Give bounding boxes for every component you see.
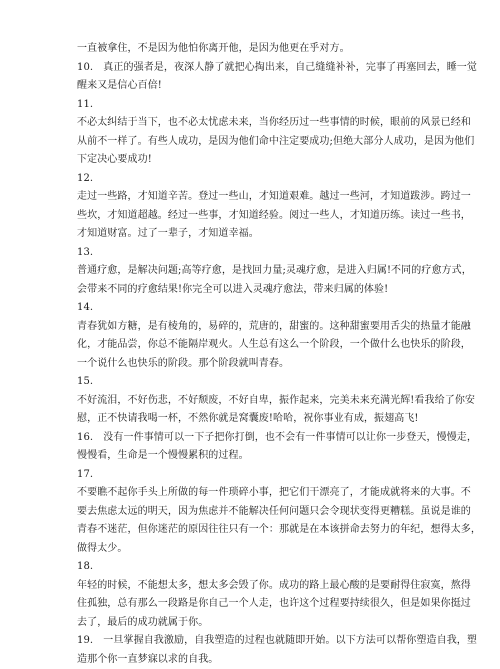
item-number: 17. — [77, 466, 450, 485]
text-line: 造那个你一直梦寐以求的自我。 — [77, 651, 450, 669]
item-number: 14. — [77, 299, 450, 318]
text-line: 青春不迷茫，但你迷茫的原因往往只有一个：那就是在本该拼命去努力的年纪，想得太多， — [77, 521, 450, 540]
item-number: 12. — [77, 170, 450, 189]
text-line: 化，才能品尝，你总不能隔岸观火。人生总有这么一个阶段，一个做什么也快乐的阶段， — [77, 336, 450, 355]
text-line: 会带来不同的疗愈结果!你完全可以进入灵魂疗愈法，带来归属的体验! — [77, 281, 450, 300]
text-line: 做得太少。 — [77, 540, 450, 559]
text-line: 慰，正不快请我喝一杯，不然你就是窝囊废!哈哈，祝你事业有成，振翅高飞! — [77, 410, 450, 429]
text-line: 10. 真正的强者是，夜深人静了就把心掏出来，自己缝缝补补，完事了再塞回去，睡一觉 — [77, 59, 450, 78]
text-line: 慢慢看，生命是一个慢慢累积的过程。 — [77, 447, 450, 466]
item-number: 11. — [77, 96, 450, 115]
text-line: 从前不一样了。有些人成功，是因为他们命中注定要成功;但绝大部分人成功，是因为他们 — [77, 133, 450, 152]
text-line: 一个说什么也快乐的阶段。那个阶段就叫青春。 — [77, 355, 450, 374]
text-line: 普通疗愈，是解决问题;高等疗愈，是找回力量;灵魂疗愈，是进入归属!不同的疗愈方式， — [77, 262, 450, 281]
text-line: 下定决心要成功! — [77, 151, 450, 170]
item-number: 13. — [77, 244, 450, 263]
text-line: 年轻的时候，不能想太多，想太多会毁了你。成功的路上最心酸的是要耐得住寂寞，熬得 — [77, 577, 450, 596]
text-line: 16. 没有一件事情可以一下子把你打倒，也不会有一件事情可以让你一步登天，慢慢走， — [77, 429, 450, 448]
item-number: 18. — [77, 558, 450, 577]
text-line: 走过一些路，才知道辛苦。登过一些山，才知道艰难。越过一些河，才知道跋涉。跨过一 — [77, 188, 450, 207]
text-line: 住孤独，总有那么一段路是你自己一个人走，也许这个过程要持续很久，但是如果你挺过 — [77, 595, 450, 614]
text-line: 去了，最后的成功就属于你。 — [77, 614, 450, 633]
text-line: 19. 一旦掌握自我激励，自我塑造的过程也就随即开始。以下方法可以帮你塑造自我，塑 — [77, 632, 450, 651]
text-line: 不必太纠结于当下，也不必太忧虑未来，当你经历过一些事情的时候，眼前的风景已经和 — [77, 114, 450, 133]
text-line: 青春犹如方糖，是有棱角的，易碎的，荒唐的，甜蜜的。这种甜蜜要用舌尖的热量才能融 — [77, 318, 450, 337]
text-line: 醒来又是信心百倍! — [77, 77, 450, 96]
text-line: 才知道财富。过了一辈子，才知道幸福。 — [77, 225, 450, 244]
text-line: 要去焦虑太远的明天，因为焦虑并不能解决任何问题只会令现状变得更糟糕。虽说是谁的 — [77, 503, 450, 522]
text-line: 不要瞧不起你手头上所做的每一件琐碎小事，把它们干漂亮了，才能成就将来的大事。不 — [77, 484, 450, 503]
text-line: 些坎，才知道超越。经过一些事，才知道经验。阅过一些人，才知道历练。读过一些书， — [77, 207, 450, 226]
text-line: 不好流泪，不好伤悲，不好颓废，不好自卑，振作起来，完美未来充满光辉!看我给了你安 — [77, 392, 450, 411]
text-line: 一直被拿住，不是因为他怕你离开他，是因为他更在乎对方。 — [77, 40, 450, 59]
item-number: 15. — [77, 373, 450, 392]
